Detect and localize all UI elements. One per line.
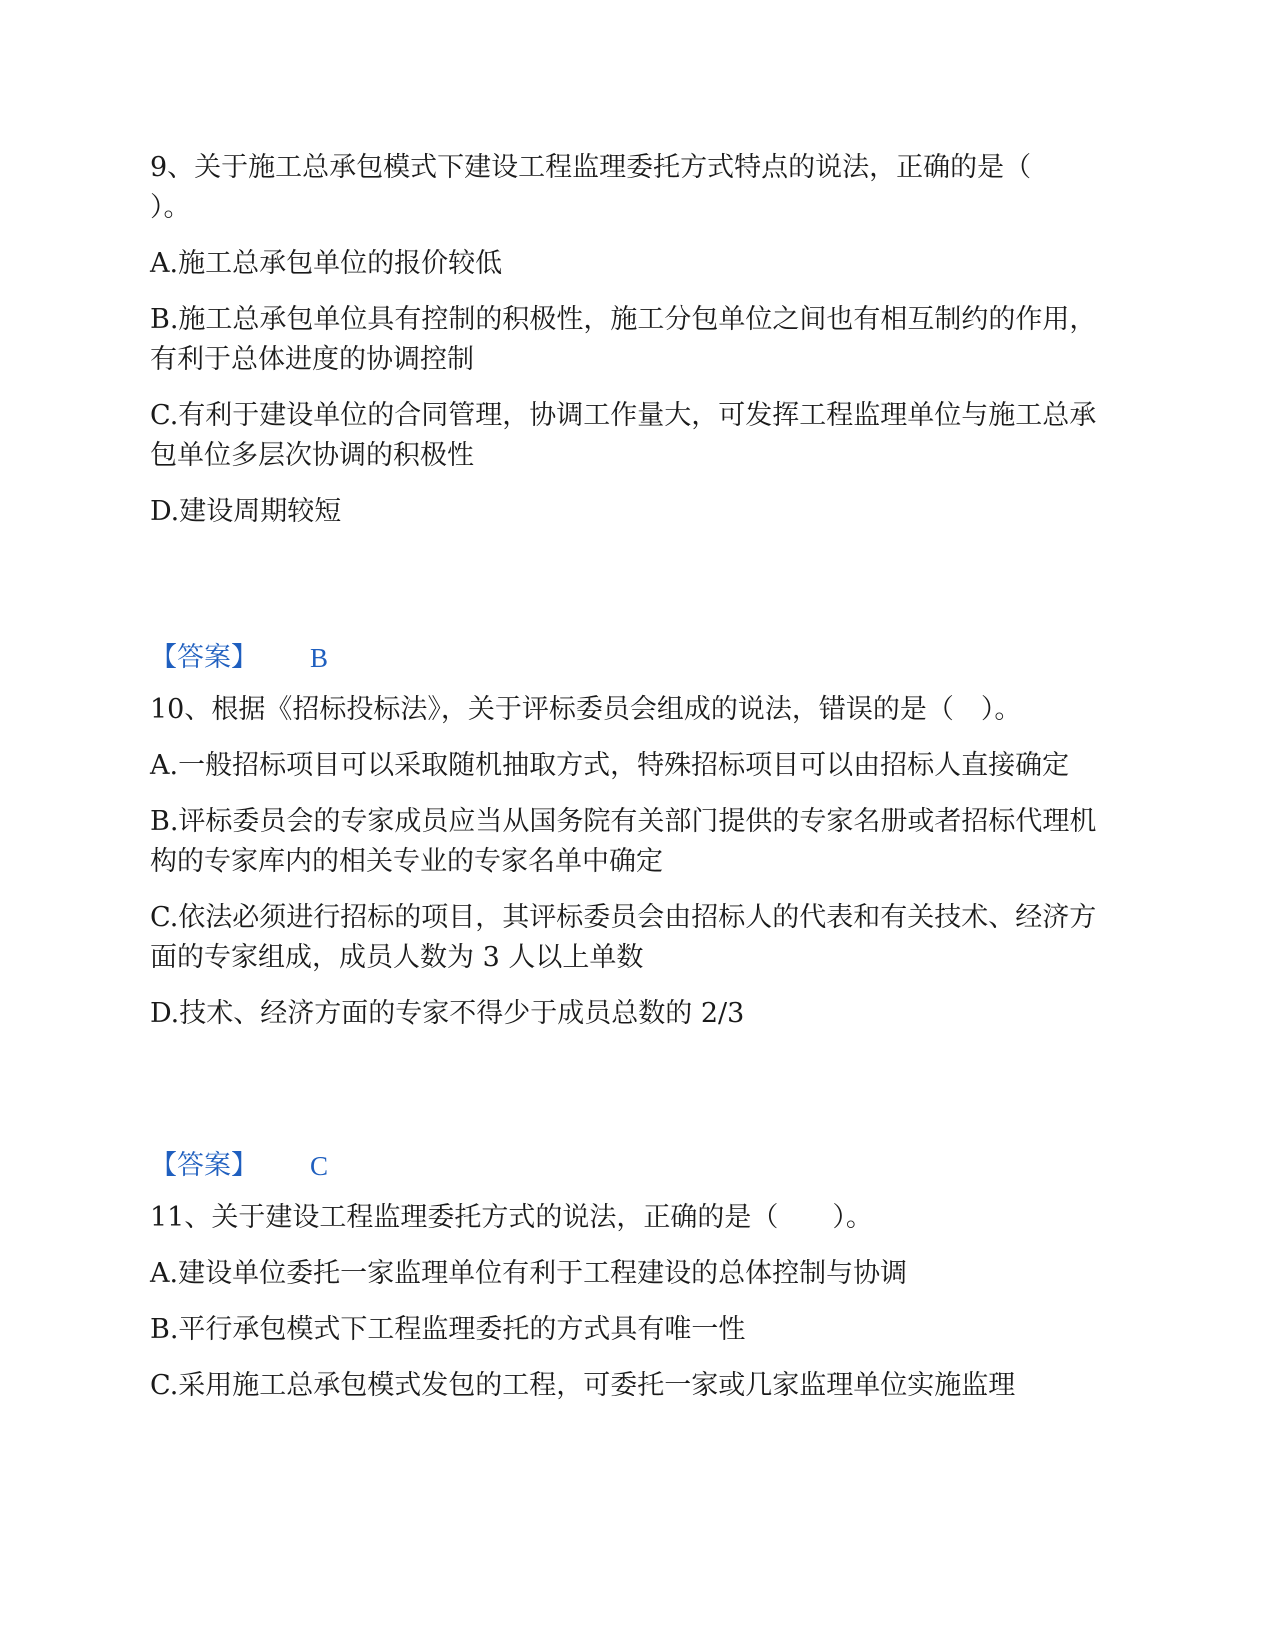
question-10-option-c: C.依法必须进行招标的项目，其评标委员会由招标人的代表和有关技术、经济方面的专家组成，成员人数为 3 人以上单数 (150, 902, 1097, 973)
question-11-option-c: C.采用施工总承包模式发包的工程，可委托一家或几家监理单位实施监理 (150, 1370, 1016, 1401)
question-10-option-d: D.技术、经济方面的专家不得少于成员总数的 2/3 (150, 998, 745, 1029)
spacer (150, 1186, 1110, 1198)
question-9-option-a: A.施工总承包单位的报价较低 (150, 248, 503, 279)
question-11-option-b: B.平行承包模式下工程监理委托的方式具有唯一性 (150, 1314, 746, 1345)
spacer (150, 548, 1110, 638)
spacer (150, 1050, 1110, 1146)
answer-label: 【答案】 (150, 642, 258, 673)
spacer (150, 678, 1110, 690)
question-10-option-a: A.一般招标项目可以采取随机抽取方式，特殊招标项目可以由招标人直接确定 (150, 750, 1070, 781)
question-9-option-d: D.建设周期较短 (150, 496, 342, 527)
question-9-option-b: B.施工总承包单位具有控制的积极性，施工分包单位之间也有相互制约的作用，有利于总体进度的协调控制 (150, 304, 1097, 375)
question-10-option-b: B.评标委员会的专家成员应当从国务院有关部门提供的专家名册或者招标代理机构的专家库内的相关专业的专家名单中确定 (150, 806, 1097, 877)
question-10-stem: 10、根据《招标投标法》，关于评标委员会组成的说法，错误的是（ ）。 (150, 694, 1022, 725)
answer-value: B (310, 643, 329, 673)
question-11-stem: 11、关于建设工程监理委托方式的说法，正确的是（ ）。 (150, 1202, 873, 1233)
question-9-answer (150, 638, 1110, 678)
question-9-stem: 9、关于施工总承包模式下建设工程监理委托方式特点的说法，正确的是（ ）。 (150, 152, 1086, 223)
question-9-option-c: C.有利于建设单位的合同管理，协调工作量大，可发挥工程监理单位与施工总承包单位多层次协调的积极性 (150, 400, 1097, 471)
answer-label: 【答案】 (150, 1150, 258, 1181)
answer-value: C (310, 1151, 329, 1181)
question-11-option-a: A.建设单位委托一家监理单位有利于工程建设的总体控制与协调 (150, 1258, 908, 1289)
document-page (150, 148, 1110, 1422)
question-10-answer (150, 1146, 1110, 1186)
